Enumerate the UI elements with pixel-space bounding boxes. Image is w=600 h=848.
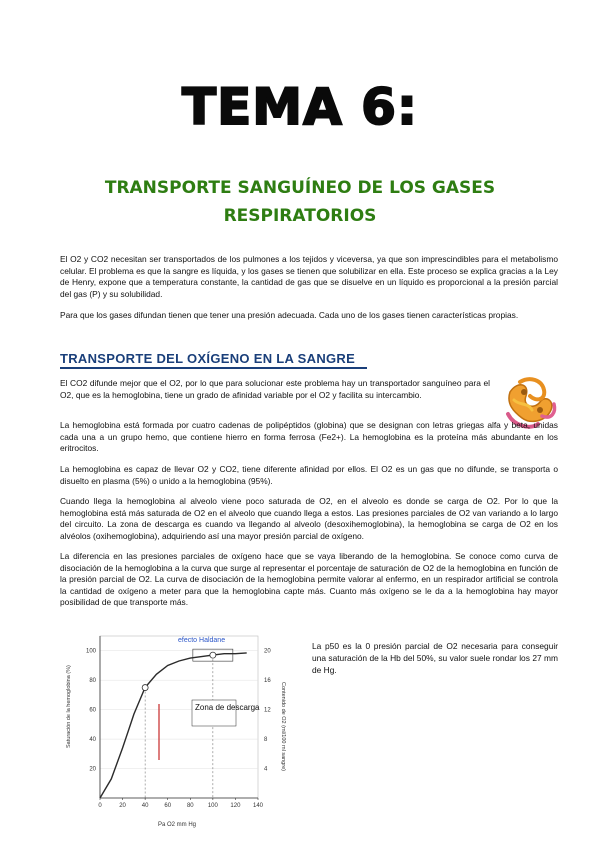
discharge-zone-label: Zona de descarga: [195, 703, 260, 712]
section-heading: TRANSPORTE DEL OXÍGENO EN LA SANGRE: [60, 351, 356, 366]
y2-axis-label: Contenido de O2 (ml/100 ml sangre): [280, 682, 286, 771]
x-tick-label: 0: [98, 803, 102, 809]
y-tick-label: 100: [85, 648, 96, 655]
curve-marker: [210, 652, 216, 658]
intro-paragraph: Para que los gases difundan tienen que tener una presión adecuada. Cada uno de los gases tienen características propias.: [60, 310, 519, 320]
body-paragraph: La hemoglobina está formada por cuatro cadenas de polipéptidos (globina) que se designan con letras griegas alfa y beta, unidas cada una a un grupo hemo, que contiene hierro en forma ferrosa (Fe2+). La hemoglobina es la proteína más abundante en los eritrocitos.: [60, 420, 558, 454]
y-tick-label: 40: [89, 737, 96, 744]
y2-tick-label: 20: [264, 648, 271, 655]
curve-marker: [142, 685, 148, 691]
y-tick-label: 80: [89, 678, 96, 685]
y2-tick-label: 16: [264, 678, 271, 685]
body-paragraph: Cuando llega la hemoglobina al alveolo viene poco saturada de O2, en el alveolo es donde se carga de O2. Por lo que la hemoglobina está más saturada de O2 en el alveolo que cuando llega a estos. Las presiones parciales de O2 van variando a lo largo del circuito. La zona de descarga es cuando va llegando al alveolo (desoxihemoglobina), la hemoglobina se carga de O2 en los alvéolos (oxihemoglobina), adquiriendo así una mayor presión parcial de oxígeno.: [60, 496, 558, 541]
haldane-annotation: efecto Haldane: [178, 637, 226, 644]
page-title: TEMA 6:: [182, 78, 418, 136]
x-tick-label: 140: [252, 803, 264, 809]
x-tick-label: 20: [119, 803, 126, 809]
y-tick-label: 60: [89, 707, 96, 714]
x-tick-label: 120: [230, 803, 241, 809]
y-axis-label: Saturación de la hemoglobina (%): [66, 665, 72, 748]
y2-tick-label: 8: [264, 737, 268, 744]
p50-note: La p50 es la 0 presión parcial de O2 necesaria para conseguir una saturación de la Hb del 50%, su valor suele rondar los 27 mm de Hg.: [312, 641, 558, 675]
x-tick-label: 60: [164, 803, 172, 809]
x-axis-label: Pa O2 mm Hg: [158, 822, 197, 828]
y-tick-label: 20: [89, 766, 96, 773]
body-paragraph: La hemoglobina es capaz de llevar O2 y CO2, tiene diferente afinidad por ellos. El O2 es un gas que no difunde, se transporta o disuelto en plasma (5%) o unido a la hemoglobina (95%).: [60, 464, 558, 486]
y2-tick-label: 4: [264, 766, 268, 773]
body-paragraph: La diferencia en las presiones parciales de oxígeno hace que se vaya liberando de la hemoglobina. Se conoce como curva de disociación de la hemoglobina a la curva que surge al representar el porcentaje de saturación de O2 de la hemoglobina en función de la presión parcial de O2. La curva de disociación de la hemoglobina permite valorar al enfermo, en un respirador artificial se controla la cantidad de oxígeno a meter para que la hemoglobina capte más. Cuanto más oxígeno se le da a la hemoglobina hay mayor posibilidad de que transporte más.: [60, 551, 558, 608]
x-tick-label: 80: [186, 803, 194, 809]
x-tick-label: 100: [207, 803, 218, 809]
dissociation-curve-chart: [58, 628, 293, 833]
page-subtitle: TRANSPORTE SANGUÍNEO DE LOS GASES RESPIRATORIOS: [104, 178, 496, 226]
y2-tick-label: 12: [264, 707, 271, 714]
section-underline: [60, 367, 367, 369]
body-paragraph: El CO2 difunde mejor que el O2, por lo que para solucionar este problema hay un transportador sanguíneo para el O2, que es la hemoglobina, tiene un grado de afinidad variable por el O2 y facilita su intercambio.: [60, 378, 490, 400]
intro-paragraph: El O2 y CO2 necesitan ser transportados de los pulmones a los tejidos y viceversa, ya que son imprescindibles para el metabolismo celular. El problema es que la sangre es líquida, y los gases se tienen que solubilizar en ella. Este proceso se explica gracias a la Ley de Henry, expone que a temperatura constante, la cantidad de gas que se disuelve en un líquido es proporcional a la presión parcial del gas (P) y su solubilidad.: [60, 254, 558, 299]
x-tick-label: 40: [141, 803, 149, 809]
